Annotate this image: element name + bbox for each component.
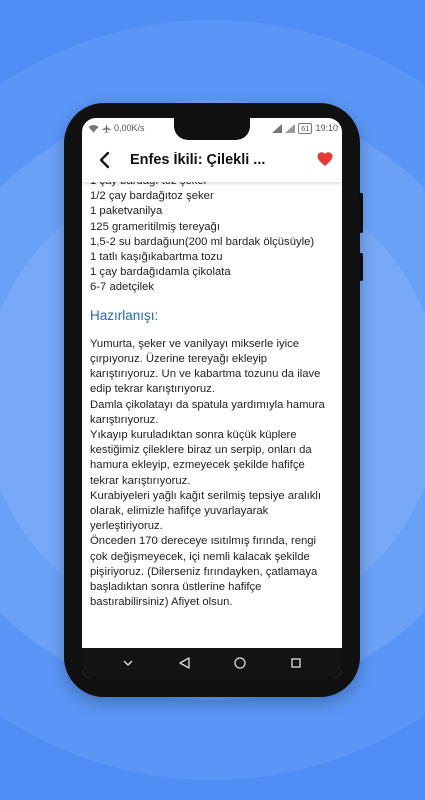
ingredient-line: 1/2 çay bardağıtoz şeker [90, 190, 214, 203]
network-speed: 0,00K/s [114, 123, 145, 133]
signal-icon-2 [285, 124, 295, 133]
nav-home-button[interactable] [230, 653, 250, 673]
nav-home-icon [234, 657, 246, 669]
nav-recents-icon [291, 658, 301, 668]
system-nav-bar [82, 648, 342, 678]
nav-back-button[interactable] [174, 653, 194, 673]
heart-icon[interactable] [316, 150, 334, 168]
page-title: Enfes İkili: Çilekli ... [130, 152, 266, 168]
signal-icon [272, 124, 282, 133]
nav-back-icon [179, 657, 190, 669]
instructions-text: Yumurta, şeker ve vanilyayı mikserle iyice çırpıyoruz. Üzerine tereyağı ekleyip karıştırıyoruz. Un ve kabartma tozunu da ilave edip tekrar karıştırıyoruz. Damla çikolatayı da spatula yardımıyla hamura karıştırıyoruz. Yıkayıp kuruladıktan sonra küçük küplere kestiğimiz çileklere biraz un serpip, onları da hamura ekleyip, ezmeyecek şekilde hafifçe tekrar karıştırıyoruz. Kurabiyeleri yağlı kağıt serilmiş tepsiye aralıklı olarak, elimizle hafifçe yuvarlayarak yerleştiriyoruz. Önceden 170 dereceye ısıtılmış fırında, rengi çok değişmeyecek, içi nemli kalacak şekilde pişiriyoruz. (Dilerseniz fırındayken, çatlamaya başladıktan sonra üstlerine hafifçe bastırabilirsiniz) Afiyet olsun. [90, 337, 325, 609]
ingredient-line: 125 grameritilmiş tereyağı [90, 220, 220, 233]
ingredient-line: 6-7 adetçilek [90, 281, 155, 294]
wifi-icon [88, 124, 99, 133]
app-bar [82, 138, 342, 182]
section-title-preparation: Hazırlanışı: [90, 307, 159, 323]
ingredient-line: 1 çay bardağıdamla çikolata [90, 266, 231, 279]
back-arrow-icon [98, 151, 110, 169]
camera-notch [174, 118, 250, 140]
back-button[interactable] [88, 138, 120, 182]
nav-hide-button[interactable] [118, 653, 138, 673]
ingredient-line: 1 tatlı kaşığıkabartma tozu [90, 251, 223, 264]
volume-button [359, 193, 363, 233]
recipe-content [82, 174, 342, 678]
nav-hide-icon [123, 660, 133, 666]
nav-recents-button[interactable] [286, 653, 306, 673]
ingredient-line: 1 paketvanilya [90, 205, 163, 218]
airplane-icon [102, 124, 111, 133]
power-button [359, 253, 363, 281]
phone-screen [82, 118, 342, 678]
ingredient-line: 1,5-2 su bardağıun(200 ml bardak ölçüsüyle) [90, 235, 315, 248]
clock: 19:10 [315, 123, 338, 133]
battery-level: 61 [298, 123, 312, 134]
